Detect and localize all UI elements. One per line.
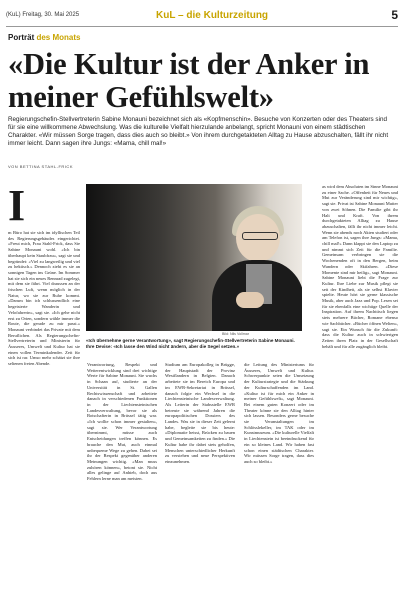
column-4-text: die Leitung des Ministeriums für Äusseres, Umwelt und Kultur. Schwerpunkte seien die Umsetzung der Kulturstrategie und die Stärkung der Kulturschaffenden im Land. «Kultur ist für mich ein Anker in meiner Gefühlswelt», sagt Monauni. Bei einem guten Konzert oder im Theater könne sie den Alltag hinter sich lassen. Besonders gerne besuche sie Veranstaltungen im Schlösslekeller, im TAK oder im Kunstmuseum. «Die kulturelle Vielfalt in Liechtenstein ist beeindruckend für ein so kleines Land. Wir haben fast schon einen städtischen Charakter. Wir müssen Sorge tragen, dass dies auch so bleibt.» <box>244 362 314 464</box>
photo-hand <box>236 292 264 308</box>
kicker <box>8 33 80 42</box>
column-1-text: m Büro hat sie sich im idyllischen Teil des Regierungsgebäudes eingerichtet. «Freut mich, Frau Stahl-Frick, dass Sie Sabine Monauni wohl. «Ich bin überhaupt kein Staubfrau», sagt sie und begründet: «Viel zu langweilig und viel zu hektisch.» Dennoch zieht es sie an sonnigen Tagen ins Grüne. Im Sommer hat sie sich ein neues Rennrad zugelegt, mit dem sie fährt. Viel draussen an der frischen Luft, wenn möglich in der Natur, wo sie zur Ruhe kommt. «Darum bin ich schlussendlich eine begeisterte Wanderin und Velofahrerin», sagt sie. «Ich gehe nicht erst zu Orten, sondern wähle immer die Route, die gerade zu mir passt.» Monauni verbindet das Private mit dem Beruflichen. Als Regierungschefin-Stellvertreterin und Ministerin für Äusseres, Umwelt und Kultur hat sie einen vollen Terminkalender. Zeit für sich ist rar. Umso mehr schätzt sie ihre seltenen freien Abende. <box>8 230 80 367</box>
article-column-1 <box>8 230 80 598</box>
photo-caption: «Ich übernehme gerne Verantwortung», sagt Regierungschefin-Stellvertreterin Sabine Monauni. Ihre Devise: «Ich lasse den Wind nicht ändern, aber die Segel setzen.» <box>86 338 295 349</box>
page-header <box>6 10 398 23</box>
article-column-5 <box>322 184 398 598</box>
column-3-text: Studium am Europakolleg in Brügge, der Hauptstadt der Provinz Westflandern in Belgien. Danach arbeitete sie im Bereich Europa und im EWR-Sekretariat in Brüssel, danach folgte ein Wechsel in die Liechtensteinische Landesverwaltung. Als Leiterin der Stabsstelle EWR betreute sie während Jahren die europapolitischen Dossiers des Landes. Was sie in dieser Zeit gelernt habe, begleite sie bis heute: «Diplomatie heisst, Brücken zu bauen und Gemeinsamkeiten zu finden.» Die Kultur habe ihr dabei stets geholfen, Menschen unterschiedlicher Herkunft zu verstehen und neue Perspektiven einzunehmen. <box>165 362 235 464</box>
article-column-4 <box>244 362 314 598</box>
photo-glasses <box>242 232 278 240</box>
portrait-photo <box>86 184 302 331</box>
header-rule <box>6 26 398 27</box>
column-5-text: as wird dem Absoluten im Sinne Monauni zu einer Sache. «Offenheit für Neues und Mut zur Veränderung sind mir wichtig», sagt sie. Privat ist Sabine Monauni Mutter von zwei Söhnen. Die Familie gibt ihr Halt und Kraft. Von ihrem durchgetakteten Alltag zu Hause abzuschalten, fällt ihr nicht immer leicht. Wenn sie abends noch Akten studiert oder am Telefon ist, sagen ihre Jungs: «Mama, chill mal!» Dann klappt sie den Laptop zu und nimmt sich Zeit für die Familie. Gemeinsam verbringen sie die Wochenenden oft in den Bergen, beim Wandern oder Skifahren. «Diese Momente sind mir heilig», sagt Monauni. Sabine Monauni liebt die Frage zur Kultur. Ihre Liebe zur Musik pflegt sie seit der Kindheit, als sie selbst Klavier spielte. Heute hört sie gerne klassische Musik, aber auch Jazz und Pop. Lesen sei für sie ebenfalls eine wichtige Quelle der Inspiration. Auf ihrem Nachttisch liegen stets mehrere Bücher, Romane ebenso wie Sachbücher. «Bücher öffnen Welten», sagt sie. Ein Wunsch für die Zukunft: dass die Kultur auch in schwierigen Zeiten ihren Platz in der Gesellschaft behält und für alle zugänglich bleibt. <box>322 184 398 349</box>
article-column-2 <box>87 362 157 598</box>
kicker-label: Porträt <box>8 33 35 42</box>
kicker-highlight: des Monats <box>36 33 81 42</box>
lead-paragraph: Regierungschefin-Stellvertreterin Sabine Monauni bezeichnet sich als «Kopfmenschin». Besuche von Konzerten oder des Theaters sind für sie eine willkommene Abwechslung. Was die kulturelle Vielfalt hierzulande anbelangt, spricht Monauni von einem städtischen Charakter. «Wir müssen Sorge tragen, dass dies auch so bleibt.» Von ihrem durchgetakteten Alltag zu Hause abzuschalten, fällt ihr nicht immer leicht. Dann sagen ihre Jungs: «Mama, chill mal!» <box>8 116 389 147</box>
page-number: 5 <box>391 8 398 22</box>
article-column-3 <box>165 362 235 598</box>
drop-cap: I <box>8 181 26 230</box>
section-title: KuL – die Kulturzeitung <box>156 10 269 21</box>
issue-date: (KuL) Freitag, 30. Mai 2025 <box>6 12 80 18</box>
photo-credit: Bild: Nils Vollmar <box>222 332 249 336</box>
column-2-text: Verantwortung, Respekt und Weiterentwicklung sind drei wichtige Werte für Sabine Monauni. Sie wuchs in Schaan auf, studierte an der Universität in St. Gallen Rechtswissenschaft und arbeitete danach in verschiedenen Funktionen in der Liechtensteinischen Landesverwaltung, bevor sie als Botschafterin in Brüssel tätig war. «Ich wollte schon immer gestalten», sagt sie. Wer Verantwortung übernimmt, müsse auch Entscheidungen treffen können. Es brauche den Mut, auch einmal unbequeme Wege zu gehen. Dabei sei ihr der Respekt gegenüber anderen Meinungen wichtig. «Man muss zuhören können», betont sie. Nicht alles gelinge auf Anhieb, doch aus Fehlern lerne man am meisten. <box>87 362 157 482</box>
byline: VON BETTINA STAHL-FRICK <box>8 164 73 169</box>
headline: «Die Kultur ist der Anker in meiner Gefühlswelt» <box>8 47 370 114</box>
